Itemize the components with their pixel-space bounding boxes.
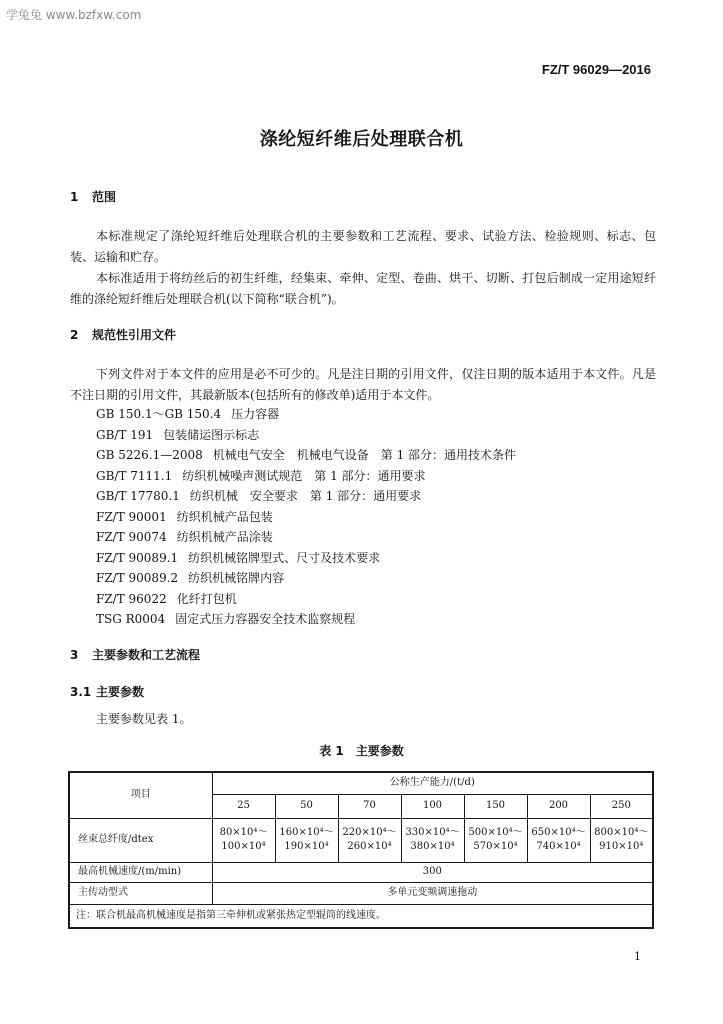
capacity-cell: 100 [401,794,464,818]
row-label: 主传动型式 [69,882,212,904]
document-title: 涤纶短纤维后处理联合机 [259,129,464,150]
reference-item [96,425,516,446]
reference-item [96,527,516,548]
reference-list [96,404,516,630]
denier-min: 80×10⁴～ [219,827,268,838]
table-note-row [69,904,653,928]
params-reference-text: 主要参数见表 1。 [96,712,192,726]
reference-title: 纺织机械噪声测试规范 第 1 部分：通用要求 [182,468,426,483]
reference-title: 化纤打包机 [176,591,237,606]
section-number: 3.1 [70,685,92,699]
header-capacity: 公称生产能力/(t/d) [212,772,653,794]
row-label: 丝束总纤度/dtex [69,818,212,862]
denier-max: 740×10⁴ [536,841,581,852]
denier-cell [590,818,653,862]
denier-max: 570×10⁴ [473,841,518,852]
reference-item [96,609,516,630]
denier-cell [464,818,527,862]
section-3-1-heading [70,683,144,700]
reference-title: 纺织机械产品涂装 [176,530,273,544]
denier-cell [212,818,275,862]
denier-cell [275,818,338,862]
section-number: 1 [70,190,79,204]
table-row-drive [69,882,653,904]
reference-title: 压力容器 [231,407,280,421]
main-parameters-table [68,771,654,929]
section-3-heading [70,646,200,663]
table-row-denier [69,818,653,862]
denier-max: 260×10⁴ [347,841,392,852]
denier-min: 330×10⁴～ [405,827,460,838]
denier-cell [527,818,590,862]
capacity-cell: 70 [338,794,401,818]
header-item: 项目 [69,772,212,818]
denier-max: 190×10⁴ [284,841,329,852]
denier-min: 160×10⁴～ [279,827,334,838]
reference-code: FZ/T 90001 [96,509,167,524]
references-intro: 下列文件对于本文件的应用是必不可少的。凡是注日期的引用文件，仅注日期的版本适用于本文件。凡是不注日期的引用文件，其最新版本(包括所有的修改单)适用于本文件。 [70,367,656,402]
reference-code: GB 5226.1—2008 [96,448,203,462]
reference-item [96,466,516,487]
denier-cell [401,818,464,862]
denier-min: 220×10⁴～ [342,827,397,838]
denier-max: 100×10⁴ [221,841,266,852]
reference-code: GB/T 191 [96,427,154,442]
reference-item [96,507,516,528]
capacity-cell: 250 [590,794,653,818]
scope-paragraph-1: 本标准规定了涤纶短纤维后处理联合机的主要参数和工艺流程、要求、试验方法、检验规则、标志、包装、运输和贮存。 [70,229,656,264]
reference-item [96,404,516,425]
section-title: 范围 [92,190,117,204]
table-caption: 表 1 主要参数 [319,744,404,758]
reference-title: 纺织机械铭牌内容 [188,571,285,585]
section-title: 规范性引用文件 [92,328,177,342]
scope-paragraph-2: 本标准适用于将纺丝后的初生纤维，经集束、牵伸、定型、卷曲、烘干、切断、打包后制成一定用途短纤维的涤纶短纤维后处理联合机(以下简称“联合机”)。 [70,271,656,306]
table-note: 注：联合机最高机械速度是指第三牵伸机或紧张热定型辊筒的线速度。 [69,904,653,928]
denier-cell [338,818,401,862]
capacity-cell: 50 [275,794,338,818]
section-title: 主要参数和工艺流程 [92,648,201,662]
capacity-cell: 200 [527,794,590,818]
page-number: 1 [634,950,641,963]
table-row-speed [69,862,653,882]
reference-item [96,548,516,569]
capacity-cell: 150 [464,794,527,818]
drive-value: 多单元变频调速拖动 [212,882,653,904]
section-number: 3 [70,648,79,662]
reference-code: FZ/T 90074 [96,530,167,544]
reference-title: 机械电气安全 机械电气设备 第 1 部分：通用技术条件 [212,448,517,462]
reference-item [96,568,516,589]
reference-code: GB/T 7111.1 [96,468,173,483]
section-title: 主要参数 [96,685,145,699]
reference-title: 纺织机械铭牌型式、尺寸及技术要求 [188,550,381,565]
reference-item [96,486,516,507]
standard-number: FZ/T 96029—2016 [541,62,651,77]
section-1-heading [70,188,116,205]
table-header-row [69,772,653,794]
reference-title: 包装储运图示标志 [163,427,260,442]
watermark: 学兔兔 www.bzfxw.com [6,8,142,22]
section-number: 2 [70,328,79,342]
capacity-cell: 25 [212,794,275,818]
speed-value: 300 [212,862,653,882]
denier-min: 500×10⁴～ [468,827,523,838]
reference-code: TSG R0004 [96,612,166,626]
reference-code: FZ/T 90089.2 [96,571,179,585]
denier-min: 650×10⁴～ [531,827,586,838]
reference-item [96,589,516,610]
denier-max: 380×10⁴ [410,841,455,852]
section-2-heading [70,326,176,343]
reference-title: 纺织机械 安全要求 第 1 部分：通用要求 [189,489,422,503]
reference-code: FZ/T 90089.1 [96,550,179,565]
reference-code: GB/T 17780.1 [96,489,180,503]
denier-min: 800×10⁴～ [594,827,649,838]
denier-max: 910×10⁴ [599,841,644,852]
reference-code: FZ/T 96022 [96,591,167,606]
row-label: 最高机械速度/(m/min) [69,862,212,882]
reference-title: 纺织机械产品包装 [176,509,273,524]
reference-item [96,445,516,466]
reference-code: GB 150.1～GB 150.4 [96,407,222,421]
reference-title: 固定式压力容器安全技术监察规程 [175,612,356,626]
